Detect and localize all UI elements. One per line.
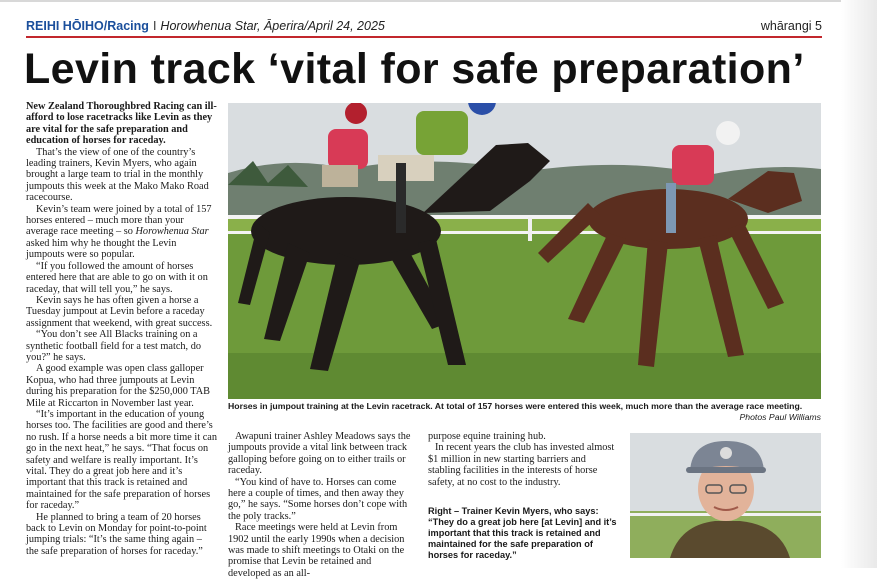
page-number: whārangi 5 (760, 19, 822, 33)
paragraph: “You kind of have to. Horses can come here a couple of times, and then away they go,” he says. “Some horses don’t cope with the poly tracks.” (228, 476, 408, 522)
portrait-caption: Right – Trainer Kevin Myers, who says: “They do a great job here [at Levin] and it’s important that this track is retained and maintained for the safe preparation of horses for raceday.” (428, 506, 617, 560)
caption-text: Horses in jumpout training at the Levin racetrack. At total of 157 horses were entered this week, much more than the average race meeting. (228, 401, 803, 411)
headline: Levin track ‘vital for safe preparation’ (24, 45, 805, 93)
paragraph: Kevin says he has often given a horse a Tuesday jumpout at Levin before a raceday assignment that weekend, with great success. (26, 294, 213, 329)
trainer-portrait (630, 433, 821, 558)
header-separator: I (152, 19, 157, 33)
top-border (0, 0, 877, 2)
horses-photo-illustration (228, 103, 821, 399)
publication-date: Horowhenua Star, Āperira/April 24, 2025 (160, 19, 385, 33)
paragraph: In recent years the club has invested almost $1 million in new starting barriers and stabling facilities in the interests of horse safety, at no cost to the industry. (428, 442, 615, 488)
main-photo-caption (228, 401, 821, 423)
paragraph: “If you followed the amount of horses entered here that are able to go on with it on raceday, that will tell you,” he says. (26, 260, 208, 295)
paragraph: Awapuni trainer Ashley Meadows says the jumpouts provide a vital link between track galloping before going on to either trails or raceday. (228, 431, 411, 477)
header-rule (26, 36, 822, 38)
paragraph: “You don’t see All Blacks training on a synthetic football field for a test match, do you?” he says. (26, 329, 201, 363)
column-3 (428, 431, 618, 488)
page-edge-shadow (841, 0, 877, 568)
page-header (26, 19, 822, 36)
paragraph: “It’s important in the education of young horses too. The facilities are good and there’s no rush. If a horse needs a bit more time it can go in the next heat,” he says. “That focus on safety and welfare is really important. It’s vital. They do a great job here and it’s important that this track is retained and maintained for the safe preparation of horses for raceday.” (26, 408, 218, 512)
paragraph: Kevin’s team were joined by a total of 157 horses entered – much more than your average race meeting – so Horowhenua Star asked him why he thought the Levin jumpouts were so popular. (26, 203, 212, 261)
standfirst: New Zealand Thoroughbred Racing can ill-afford to lose racetracks like Levin as they are vital for the safe preparation and education of horses for raceday. (26, 101, 217, 147)
portrait-illustration (630, 433, 821, 558)
column-2 (228, 431, 416, 579)
paragraph: A good example was open class galloper Kopua, who had three jumpouts at Levin during his preparation for the $250,000 TAB Mile at Riccarton in November last year. (26, 363, 211, 409)
paragraph: Race meetings were held at Levin from 1902 until the early 1990s when a decision was made to shift meetings to Otaki on the promise that Levin be retained and developed as an all- (228, 522, 405, 579)
column-1 (26, 101, 217, 557)
main-photo (228, 103, 821, 399)
paragraph: He planned to bring a team of 20 horses back to Levin on Monday for point-to-point jumping trials: “It’s the same thing again – the safe preparation of horses for raceday.” (26, 511, 207, 557)
section-label: REIHI HŌIHO/Racing (26, 19, 149, 33)
photo-credit: Photos Paul Williams (739, 412, 821, 422)
paragraph: That’s the view of one of the country’s leading trainers, Kevin Myers, who again brought a large team to trial in the monthly jumpouts this week at the Mako Mako Road racecourse. (26, 146, 209, 204)
paragraph: purpose equine training hub. (428, 431, 546, 442)
